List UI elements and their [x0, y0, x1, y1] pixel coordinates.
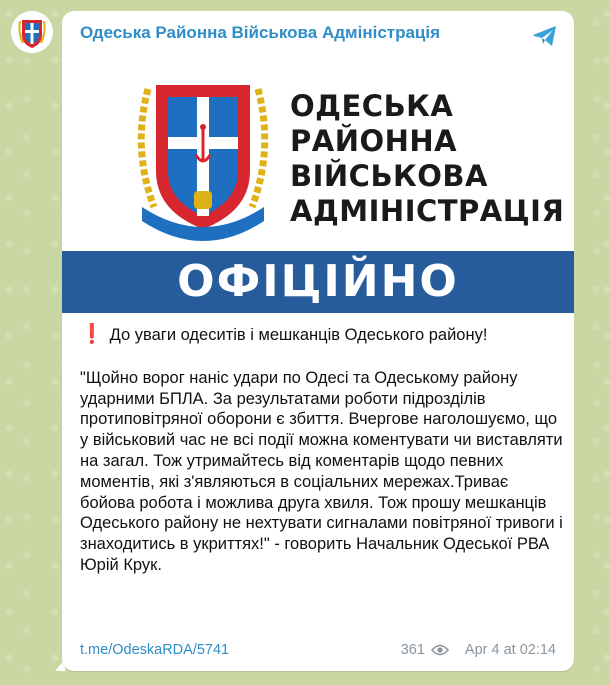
banner-name-line: ОДЕСЬКА [290, 89, 454, 123]
channel-avatar[interactable] [11, 11, 53, 53]
district-emblem-icon [128, 79, 278, 249]
timestamp: Apr 4 at 02:14 [464, 642, 556, 658]
channel-title[interactable]: Одеська Районна Військова Адміністрація [80, 23, 441, 42]
banner-name-line: РАЙОННА [290, 124, 458, 158]
alert-line [80, 325, 564, 346]
message-body: "Щойно ворог наніс удари по Одесі та Одеському району ударними БПЛА. За результатами роботи підрозділів протиповітряної оборони є збиття. Вчергове наголошуємо, що у військовий час не всі події можна коментувати чи виставляти на загал. Тож утримайтесь від коментарів щодо певних моментів, які з'являються в соціальних мережах.Триває бойова робота і можлива друга хвиля. Тож прошу мешканців Одеського району не нехтувати сигналами повітряної тривоги і знаходитись в укриттях!" - говорить Начальник Одеської РВА Юрій Крук. [80, 368, 563, 574]
banner-name-line: АДМІНІСТРАЦІЯ [290, 194, 565, 228]
banner-admin-name [290, 89, 564, 229]
message-meta [401, 639, 556, 661]
message-bubble [62, 11, 574, 671]
telegram-share-icon[interactable] [530, 21, 560, 51]
post-image[interactable] [62, 61, 574, 313]
message-text [80, 325, 564, 576]
eye-icon [431, 644, 449, 656]
view-count: 361 [400, 642, 425, 658]
message-footer [80, 639, 556, 661]
exclamation-icon: ❗ [80, 324, 104, 345]
alert-text: До уваги одеситів і мешканців Одеського району! [109, 326, 488, 344]
banner-name-line: ВІЙСЬКОВА [290, 159, 488, 193]
official-banner-label: ОФІЦІЙНО [62, 251, 574, 313]
coat-of-arms-icon [11, 11, 53, 53]
post-link[interactable]: t.me/OdeskaRDA/5741 [80, 642, 230, 658]
